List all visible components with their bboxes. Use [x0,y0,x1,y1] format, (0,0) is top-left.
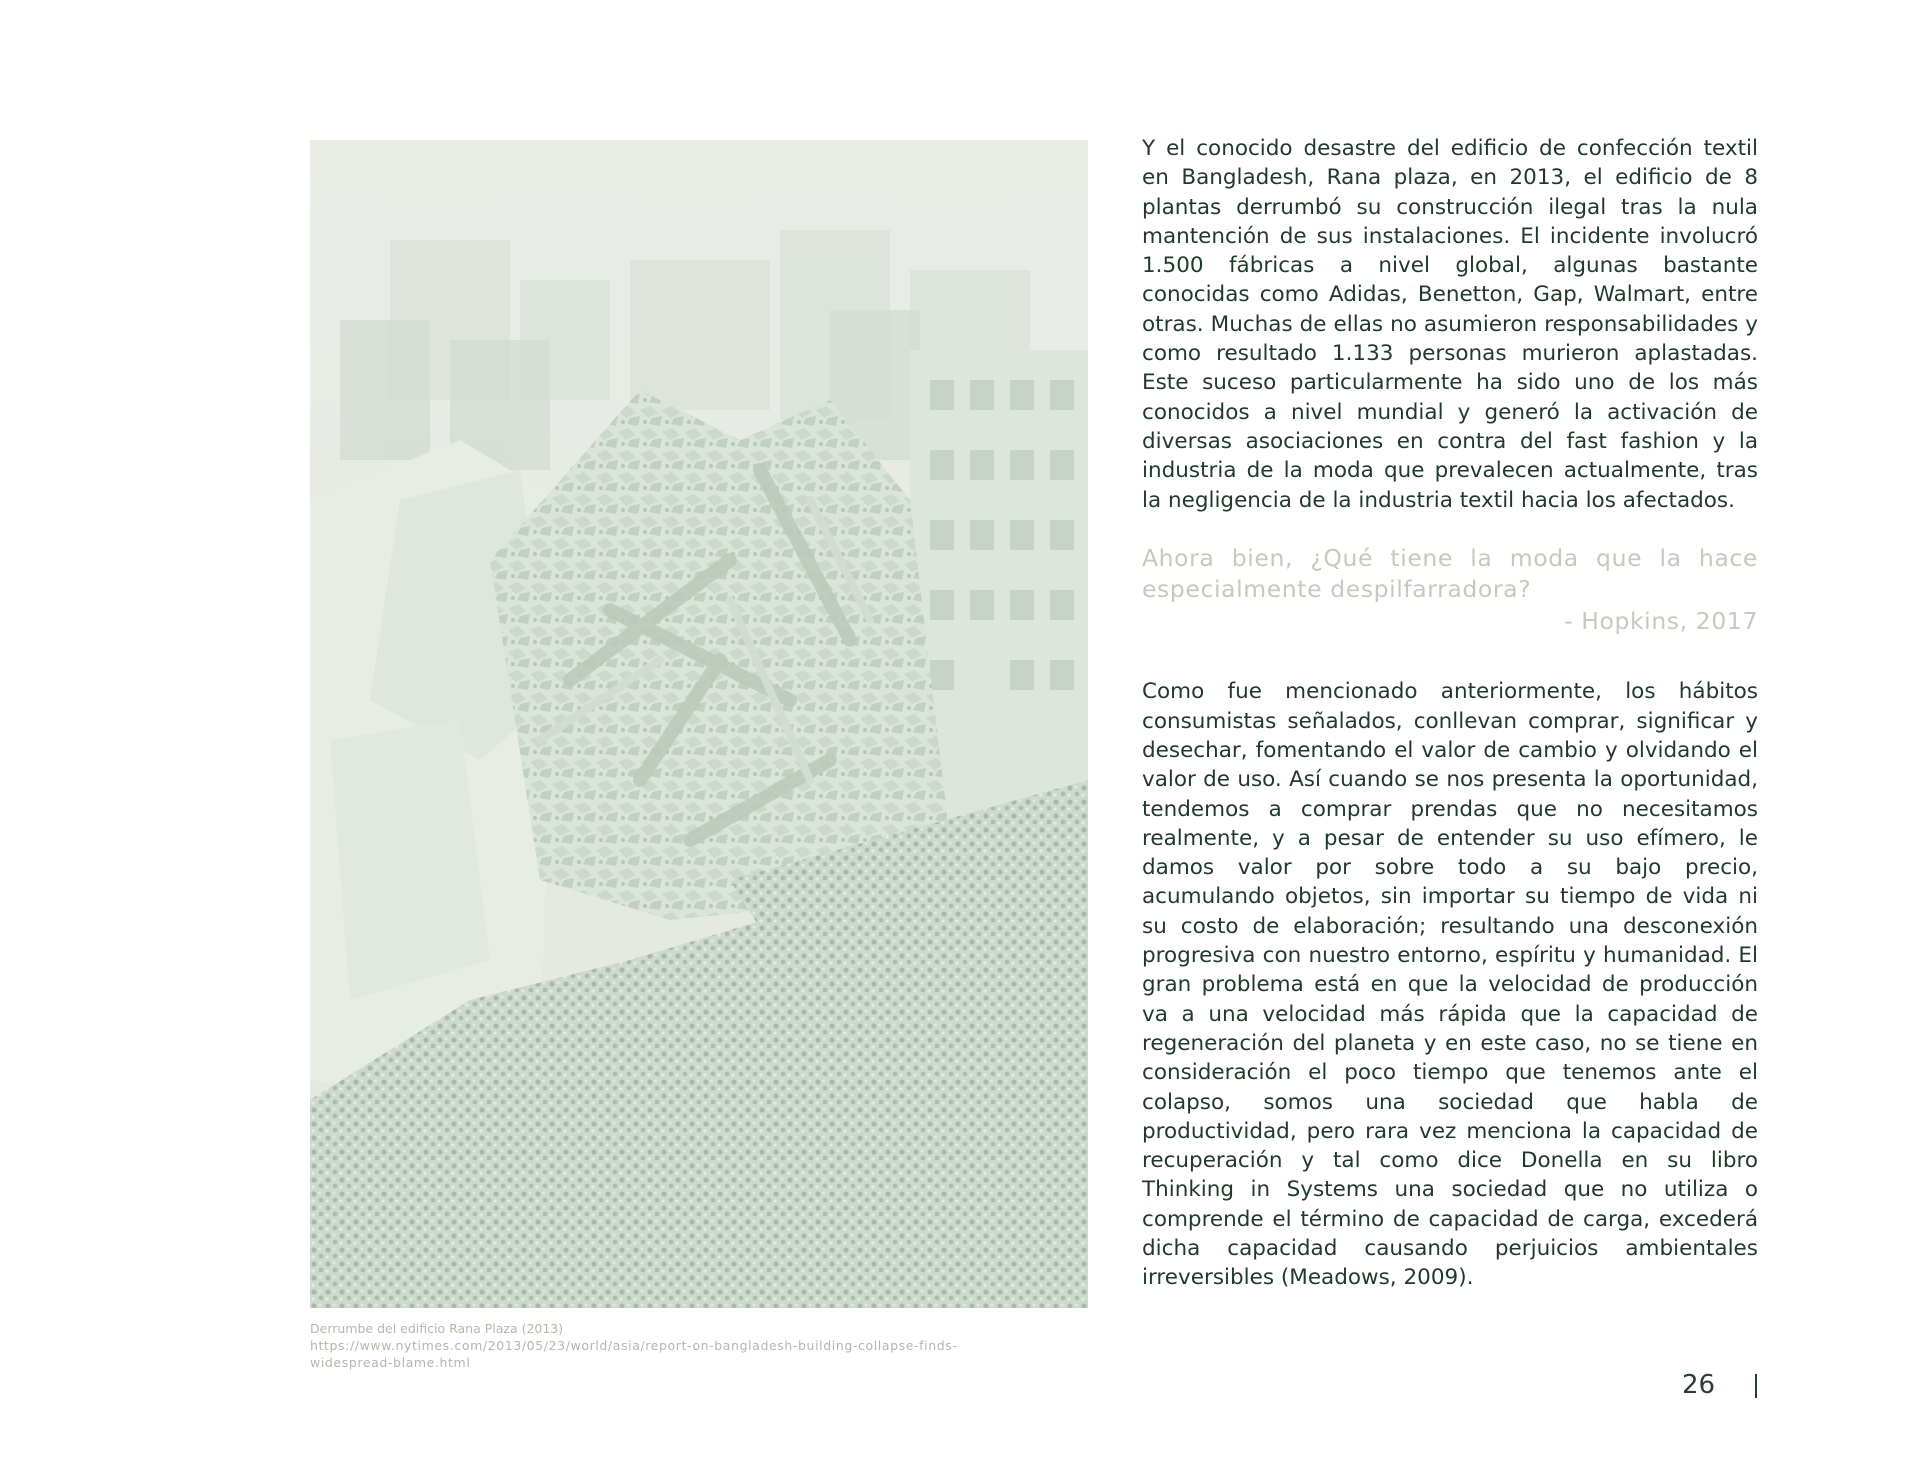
caption-source-url-line2: widespread-blame.html [310,1355,471,1370]
photo-caption [310,1320,1090,1371]
pull-quote: Ahora bien, ¿Qué tiene la moda que la hace especialmente despilfarradora? [1142,543,1758,604]
quote-attribution: - Hopkins, 2017 [1564,606,1758,635]
caption-source-url-line1: https://www.nytimes.com/2013/05/23/world/asia/report-on-bangladesh-building-collapse-finds- [310,1338,958,1353]
rana-plaza-collapse-photo [310,140,1088,1308]
text-column [1142,134,1758,1293]
page-number: 26 [1682,1370,1716,1400]
body-paragraph-1: Y el conocido desastre del edificio de confección textil en Bangladesh, Rana plaza, en 2013, el edificio de 8 plantas derrumbó su construcción ilegal tras la nula mantención de sus instalaciones. El incidente involucró 1.500 fábricas a nivel global, algunas bastante conocidas como Adidas, Benetton, Gap, Walmart, entre otras. Muchas de ellas no asumieron responsabilidades y como resultado 1.133 personas murieron aplastadas. Este suceso particularmente ha sido uno de los más conocidos a nivel mundial y generó la activación de diversas asociaciones en contra del fast fashion y la industria de la moda que prevalecen actualmente, tras la negligencia de la industria textil hacia los afectados. [1142,136,1758,513]
page-number-divider [1755,1374,1757,1398]
body-paragraph-2: Como fue mencionado anteriormente, los hábitos consumistas señalados, conllevan comprar, significar y desechar, fomentando el valor de cambio y olvidando el valor de uso. Así cuando se nos presenta la oportunidad, tendemos a comprar prendas que no necesitamos realmente, y a pesar de entender su uso efímero, le damos valor por sobre todo a su bajo precio, acumulando objetos, sin importar su tiempo de vida ni su costo de elaboración; resultando una desconexión progresiva con nuestro entorno, espíritu y humanidad. El gran problema está en que la velocidad de producción va a una velocidad más rápida que la capacidad de regeneración del planeta y en este caso, no se tiene en consideración el poco tiempo que tenemos ante el colapso, somos una sociedad que habla de productividad, pero rara vez menciona la capacidad de recuperación y tal como dice Donella en su libro Thinking in Systems una sociedad que no utiliza o comprende el término de capacidad de carga, excederá dicha capacidad causando perjuicios ambientales irreversibles (Meadows, 2009). [1142,679,1758,1291]
caption-title: Derrumbe del edificio Rana Plaza (2013) [310,1321,564,1336]
photo-illustration [310,140,1088,1308]
